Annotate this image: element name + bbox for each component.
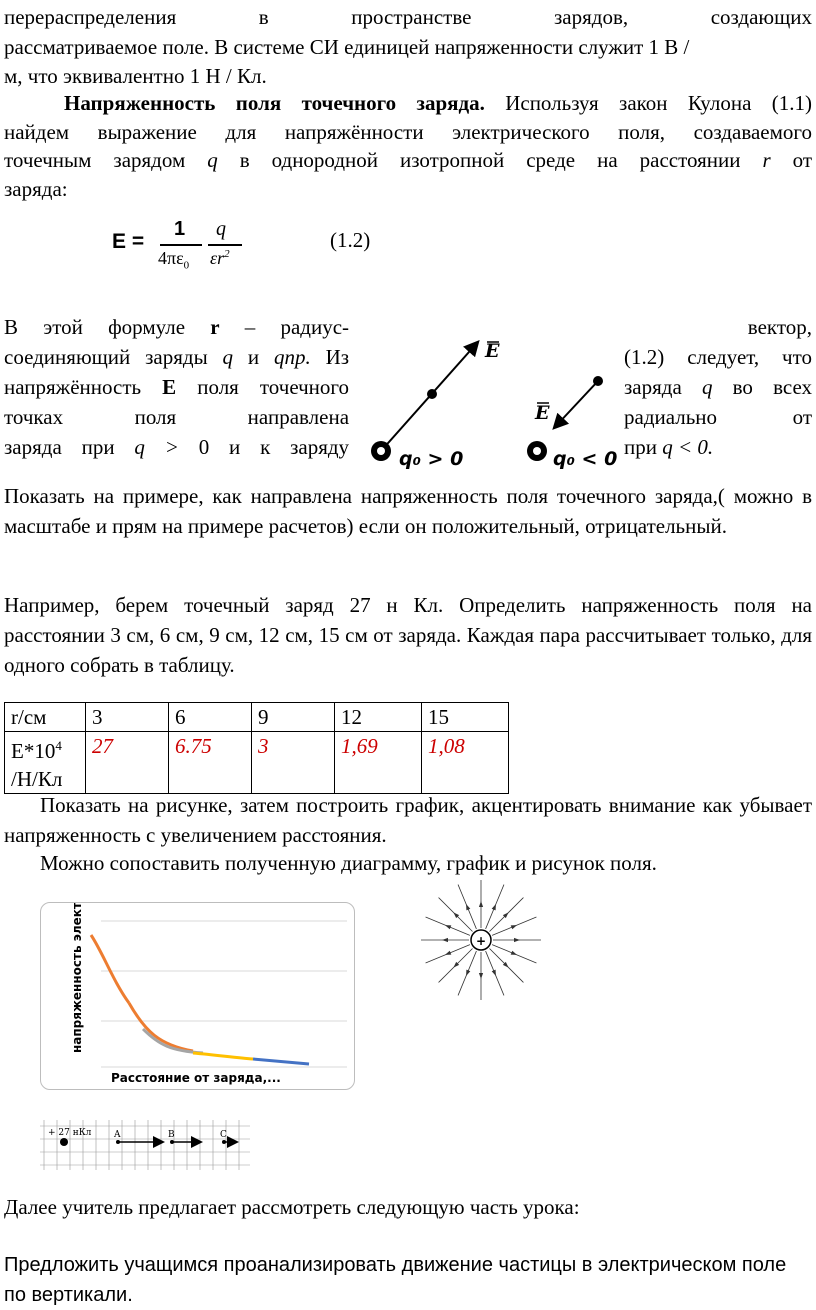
wrap-right xyxy=(624,312,812,462)
text: точечным зарядом xyxy=(4,148,186,172)
formula-number: (1.2) xyxy=(330,228,371,252)
para-example: Показать на примере, как направлена напряженность поля точечного заряда,( можно в масштабе и прям на примере расчетов) если он положительный, отрицательный. xyxy=(4,484,812,538)
table-row xyxy=(5,732,509,794)
arrow-icon xyxy=(466,970,470,976)
wrap-left-line: соединяющий заряды q и qпр. Из xyxy=(4,345,350,369)
section-line-2: найдем выражение для напряжённости электрического поля, создаваемого xyxy=(4,120,812,144)
wrap-left-line: заряда при q > 0 и к заряду xyxy=(4,435,350,459)
neg-charge-label: q₀ < 0 xyxy=(553,448,618,470)
table-header-cell: $E*10^4$ /Н/Кл xyxy=(5,732,86,794)
intro-line-2: рассматриваемое поле. В системе СИ единицей напряженности служит 1 В / xyxy=(4,35,690,59)
word: в xyxy=(258,5,269,29)
data-table xyxy=(4,702,509,794)
field-vector-figure xyxy=(355,325,620,475)
wrap-left-line: точках поля направлена xyxy=(4,405,350,429)
wrap-left xyxy=(4,312,349,462)
table-cell: 9 xyxy=(252,703,335,732)
table-cell: 1,69 xyxy=(335,732,422,794)
wrap-right-line: вектор, xyxy=(747,315,812,339)
table-cell: 27 xyxy=(86,732,169,794)
chart-x-label: Расстояние от заряда,... xyxy=(111,1071,281,1085)
para-task: Например, берем точечный заряд 27 н Кл. Определить напряженность поля на расстоянии 3 см, 6 см, 9 см, 12 см, 15 см от заряда. Каждая пара рассчитывает только, для одного собрать в таблицу. xyxy=(4,593,812,677)
section-heading: Напряженность поля точечного заряда. xyxy=(64,91,485,115)
charge-point xyxy=(60,1138,68,1146)
wrap-left-line: напряжённость E поля точечного xyxy=(4,375,350,399)
strip-charge-label: + 27 нКл xyxy=(48,1128,92,1138)
table-row xyxy=(5,703,509,732)
word: зарядов, xyxy=(554,5,629,29)
chart-y-label: напряженность электрического... xyxy=(70,903,84,1053)
vector-e-label: E xyxy=(535,402,550,424)
arrow-icon xyxy=(514,938,520,942)
point-b-label: B xyxy=(168,1130,175,1140)
wrap-left-line: В этой формуле r – радиус- xyxy=(4,315,350,339)
table-cell: 1,08 xyxy=(422,732,509,794)
formula-1-2 xyxy=(112,218,262,278)
formula-lhs: E = xyxy=(112,230,145,253)
series-segment-3 xyxy=(193,1053,253,1059)
para-propose: Предложить учащимся проанализировать движение частицы в электрическом поле по вертикали. xyxy=(4,1254,787,1306)
text: в однородной изотропной среде на расстоянии xyxy=(239,148,741,172)
positive-charge-diagram xyxy=(371,340,500,470)
wrap-right-line: при q < 0. xyxy=(624,435,714,459)
arrow-icon xyxy=(492,970,496,976)
table-header-cell: r/см xyxy=(5,703,86,732)
decay-chart xyxy=(41,903,354,1089)
arrow-icon xyxy=(511,951,517,955)
arrow-icon xyxy=(445,951,451,955)
table-cell: 3 xyxy=(86,703,169,732)
section-line-3 xyxy=(4,145,812,175)
word: перераспределения xyxy=(4,5,177,29)
arrow-icon xyxy=(511,925,517,929)
table-cell: 12 xyxy=(335,703,422,732)
section-line-4: заряда: xyxy=(4,177,68,201)
arrow-icon xyxy=(492,904,496,910)
arrow-icon xyxy=(442,938,448,942)
pos-charge-label: q₀ > 0 xyxy=(399,448,464,470)
test-point xyxy=(593,376,603,386)
fraction-bar xyxy=(160,244,202,246)
series-segment-1 xyxy=(91,935,129,1003)
negative-charge-diagram xyxy=(527,376,617,470)
arrow-icon xyxy=(479,901,483,907)
table-cell: 3 xyxy=(252,732,335,794)
formula-denominator: $4\pi\varepsilon_0$ xyxy=(158,248,190,272)
vector-e-label: E xyxy=(485,340,500,362)
para-compare: Можно сопоставить полученную диаграмму, график и рисунок поля. xyxy=(40,851,657,875)
section-text: Используя закон Кулона (1.1) xyxy=(505,91,812,115)
table-cell: 6 xyxy=(169,703,252,732)
point-c-label: C xyxy=(220,1130,227,1140)
section-line-1 xyxy=(64,88,812,118)
wrap-right-line: радиально от xyxy=(624,405,812,429)
para-next: Далее учитель предлагает рассмотреть следующую часть урока: xyxy=(4,1195,580,1219)
symbol-q: q xyxy=(207,148,218,172)
chart-frame xyxy=(40,902,355,1090)
word: пространстве xyxy=(351,5,472,29)
intro-line-3: м, что эквивалентно 1 Н / Кл. xyxy=(4,64,267,88)
charge-sign: + xyxy=(476,934,487,948)
intro-line-1 xyxy=(4,2,812,32)
text: от xyxy=(792,148,813,172)
arrow-icon xyxy=(466,904,470,910)
radial-field-figure xyxy=(418,878,544,1002)
arrow-icon xyxy=(445,925,451,929)
arrow-icon xyxy=(479,973,483,979)
wrap-right-line: (1.2) следует, что xyxy=(624,345,813,369)
wrap-right-line: заряда q во всех xyxy=(624,375,812,399)
table-cell: 15 xyxy=(422,703,509,732)
series-segment-4 xyxy=(253,1059,309,1064)
para-draw: Показать на рисунке, затем построить график, акцентировать внимание как убывает напряженность с увеличением расстояния. xyxy=(4,793,812,847)
grid-strip-figure xyxy=(40,1118,250,1172)
formula-eps-r: $\varepsilon r^2$ xyxy=(210,248,230,268)
fraction-bar xyxy=(208,244,242,246)
formula-numerator: 1 xyxy=(174,218,186,240)
point-a-label: A xyxy=(114,1130,121,1140)
formula-q: q xyxy=(216,218,226,240)
word: создающих xyxy=(710,5,813,29)
test-point xyxy=(427,389,437,399)
symbol-r: r xyxy=(762,148,771,172)
table-cell: 6.75 xyxy=(169,732,252,794)
